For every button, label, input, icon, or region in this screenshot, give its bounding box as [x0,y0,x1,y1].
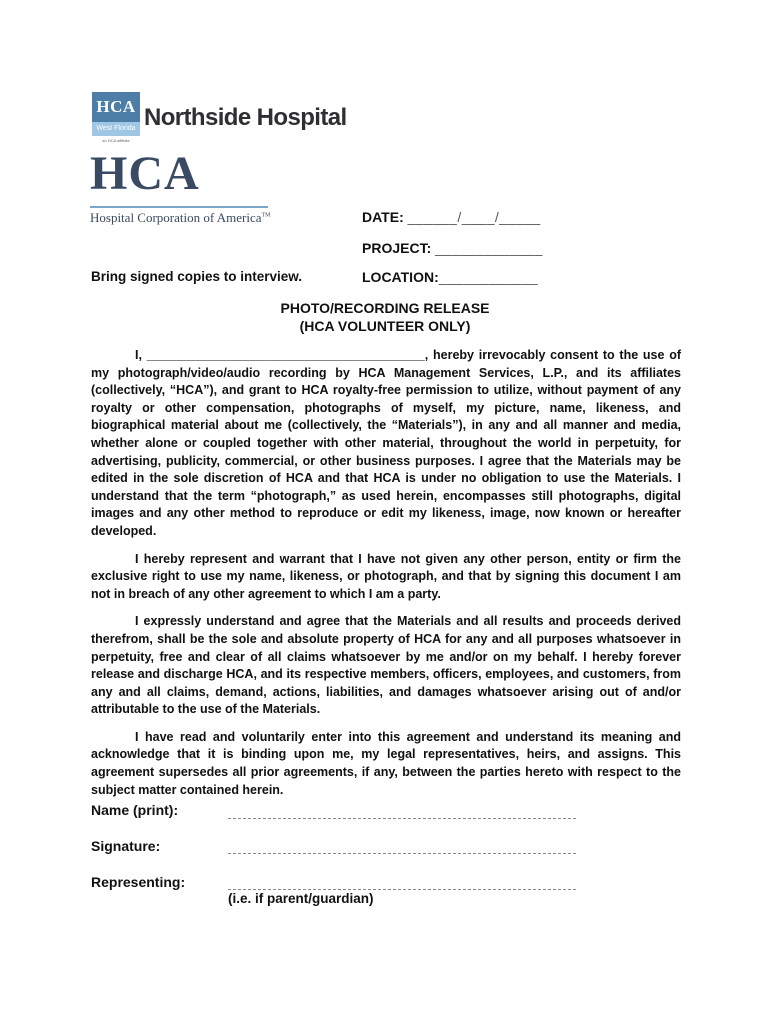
agreement-paragraph: I have read and voluntarily enter into this agreement and understand its meaning and acknowledge that it is binding upon me, my legal representatives, heirs, and assigns. This agreement supersedes all prior agreements, if any, between the parties hereto with respect to the subject matter contained herein. [91,729,681,797]
hca-wordmark: HCA [90,147,200,200]
hca-west-florida-badge [92,92,140,148]
location-value[interactable]: ____________ [438,269,539,285]
project-value[interactable]: _____________ [435,240,543,256]
signature-line[interactable] [228,853,576,854]
ownership-paragraph: I expressly understand and agree that the Materials and all results and proceeds derived therefrom, shall be the sole and absolute property of HCA for any and all purposes whatsoever in perpetuity, free and clear of all claims whatsoever by me and/or on my behalf. I hereby forever release and discharge HCA, and its respective members, officers, employees, and customers, from any and all claims, demand, actions, liabilities, and damages whatsoever arising out of and/or attributable to the use of the Materials. [91,614,681,717]
hca-subtitle [90,210,290,226]
document-subtitle: (HCA VOLUNTEER ONLY) [299,318,471,334]
name-print-line[interactable] [228,818,576,819]
badge-bottom-text: West Florida [92,122,140,136]
badge-affiliate-text: an HCA affiliate [102,138,130,143]
signature-label: Signature: [91,838,161,854]
warranty-paragraph: I hereby represent and warrant that I have not given any other person, entity or firm the exclusive right to use my name, likeness, or photograph, and that by signing this document I am not in breach of any other agreement to which I am a party. [91,551,681,601]
bring-copies-note: Bring signed copies to interview. [91,269,303,284]
hca-logo [90,147,290,226]
consent-paragraph: I, ________________________________________, hereby irrevocably consent to the use of my photograph/video/audio recording by HCA Management Services, L.P., and its affiliates (collectively, “HCA”), and grant to HCA royalty-free permission to utilize, without payment of any royalty or other compensation, photographs of myself, my picture, name, likeness, and biographical material about me (collectively, the “Materials”), in any and all manner and media, whether alone or coupled together with other material, throughout the world in perpetuity, for advertising, publicity, commercial, or other business purposes. I agree that the Materials may be edited in the sole discretion of HCA and that HCA is under no obligation to use the Materials. I understand that the term “photograph,” as used herein, encompasses still photographs, digital images and any other method to reproduce or edit my likeness, image, now known or hereafter developed. [91,348,681,538]
badge-top-text: HCA [92,92,140,122]
representing-label: Representing: [91,874,186,890]
date-field[interactable] [362,209,541,225]
release-body [91,347,681,809]
project-label: PROJECT: [362,240,432,256]
document-title: PHOTO/RECORDING RELEASE [280,300,490,316]
northside-hospital-name: Northside Hospital [144,104,347,131]
name-print-label: Name (print): [91,802,179,818]
project-field[interactable] [362,240,543,256]
location-label: LOCATION: [362,269,439,285]
representing-line[interactable] [228,889,576,890]
date-label: DATE: [362,209,404,225]
northside-hospital-logo [92,92,347,148]
hca-subtitle-text: Hospital Corporation of America [90,210,262,225]
location-field[interactable] [362,269,538,285]
hca-trademark: TM [261,212,271,219]
date-value[interactable]: ______/____/_____ [407,209,541,225]
representing-note: (i.e. if parent/guardian) [228,891,374,906]
hca-logo-rule [90,206,268,208]
